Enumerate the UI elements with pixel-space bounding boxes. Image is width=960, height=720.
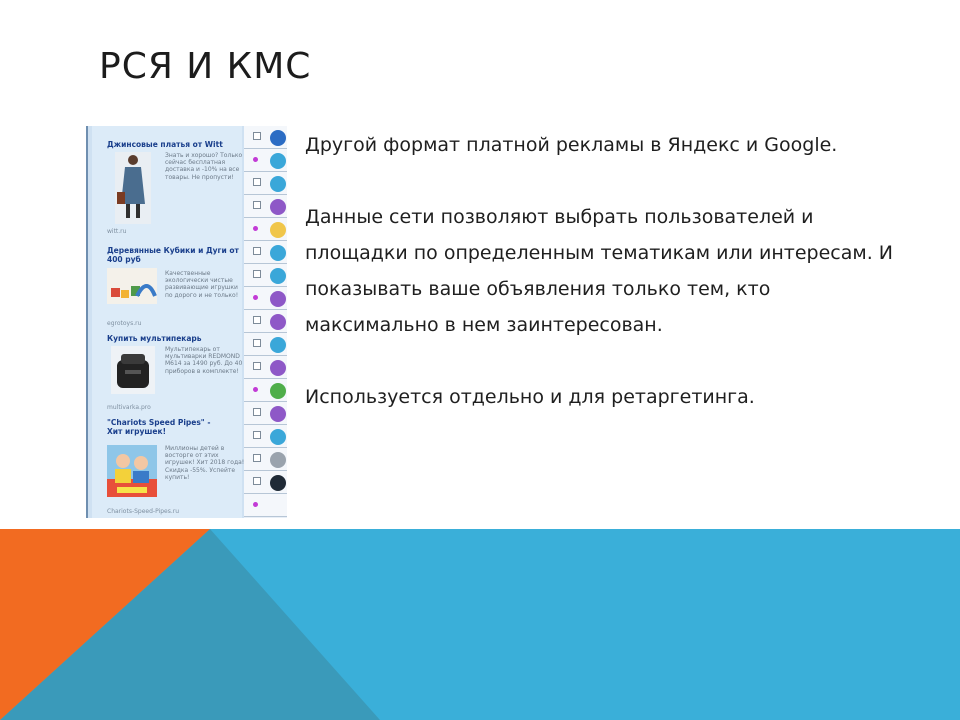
ad-item[interactable] bbox=[107, 334, 249, 411]
site-icon bbox=[270, 291, 286, 307]
ad-title[interactable]: "Chariots Speed Pipes" - Хит игрушек! bbox=[107, 418, 211, 436]
site-icon bbox=[270, 360, 286, 376]
bullet-icon bbox=[253, 157, 258, 162]
checkbox[interactable] bbox=[253, 431, 261, 439]
list-item[interactable] bbox=[244, 172, 287, 195]
ad-item[interactable] bbox=[107, 418, 249, 515]
bullet-icon bbox=[253, 295, 258, 300]
decorative-band bbox=[0, 529, 960, 720]
ad-title[interactable]: Деревянные Кубики и Дуги от 400 руб bbox=[107, 246, 239, 264]
list-item[interactable] bbox=[244, 218, 287, 241]
site-icon bbox=[270, 475, 286, 491]
list-item[interactable] bbox=[244, 195, 287, 218]
list-item[interactable] bbox=[244, 264, 287, 287]
site-icon bbox=[270, 337, 286, 353]
ad-item[interactable] bbox=[107, 246, 249, 327]
list-item[interactable] bbox=[244, 471, 287, 494]
list-item[interactable] bbox=[244, 402, 287, 425]
list-item[interactable] bbox=[244, 494, 287, 517]
site-icon bbox=[270, 406, 286, 422]
ad-title[interactable]: Джинсовые платья от Witt bbox=[107, 140, 223, 149]
site-icon bbox=[270, 314, 286, 330]
ad-url[interactable]: Chariots-Speed-Pipes.ru bbox=[107, 508, 180, 515]
ad-url[interactable]: witt.ru bbox=[107, 228, 127, 235]
ad-text: Знать и хорошо? Только сейчас бесплатная доставка и -10% на все товары. Не пропусти! bbox=[165, 152, 243, 181]
site-icon bbox=[270, 153, 286, 169]
checkbox[interactable] bbox=[253, 178, 261, 186]
ad-text: Миллионы детей в восторге от этих игрушек! Хит 2018 года! Скидка -55%. Успейте купить! bbox=[165, 445, 245, 481]
ad-photo-dress bbox=[115, 152, 151, 224]
ad-photo-multibaker bbox=[111, 346, 155, 394]
site-icon bbox=[270, 130, 286, 146]
ad-item[interactable] bbox=[107, 140, 249, 235]
ad-network-screenshot bbox=[86, 126, 287, 518]
ad-text: Мультипекарь от мультиварки REDMOND M614 за 1490 руб. До 40 приборов в комплекте! bbox=[165, 346, 243, 375]
paragraph-intro: Другой формат платной рекламы в Яндекс и Google. bbox=[305, 134, 838, 156]
slide-title: РСЯ И КМС bbox=[99, 46, 312, 87]
list-item[interactable] bbox=[244, 310, 287, 333]
list-item[interactable] bbox=[244, 425, 287, 448]
list-item[interactable] bbox=[244, 126, 287, 149]
paragraph-retargeting: Используется отдельно и для ретаргетинга. bbox=[305, 386, 755, 408]
checkbox[interactable] bbox=[253, 247, 261, 255]
site-icon bbox=[270, 245, 286, 261]
bullet-icon bbox=[253, 387, 258, 392]
bullet-icon bbox=[253, 226, 258, 231]
site-icon bbox=[270, 268, 286, 284]
checkbox[interactable] bbox=[253, 270, 261, 278]
ad-url[interactable]: egrotoys.ru bbox=[107, 320, 142, 327]
list-item[interactable] bbox=[244, 149, 287, 172]
checkbox[interactable] bbox=[253, 477, 261, 485]
site-icon bbox=[270, 383, 286, 399]
slide-body bbox=[305, 127, 935, 415]
checkbox[interactable] bbox=[253, 408, 261, 416]
list-item[interactable] bbox=[244, 356, 287, 379]
list-item[interactable] bbox=[244, 448, 287, 471]
checkbox[interactable] bbox=[253, 132, 261, 140]
paragraph-networks: Данные сети позволяют выбрать пользователей и площадки по определенным тематикам или интересам. И показывать ваше объявления только тем, кто максимально в нем заинтересован. bbox=[305, 206, 894, 336]
ad-photo-toys bbox=[107, 268, 157, 304]
ad-title[interactable]: Купить мультипекарь bbox=[107, 334, 202, 343]
bullet-icon bbox=[253, 502, 258, 507]
checkbox[interactable] bbox=[253, 362, 261, 370]
site-icon bbox=[270, 199, 286, 215]
list-item[interactable] bbox=[244, 333, 287, 356]
ad-url[interactable]: multivarka.pro bbox=[107, 404, 151, 411]
list-item[interactable] bbox=[244, 379, 287, 402]
ad-text: Качественные экологически чистые развивающие игрушки по дорого и не только! bbox=[165, 270, 239, 299]
ad-photo-kids-toy bbox=[107, 445, 157, 497]
checkbox[interactable] bbox=[253, 201, 261, 209]
site-icon bbox=[270, 222, 286, 238]
list-item[interactable] bbox=[244, 287, 287, 310]
checkbox[interactable] bbox=[253, 316, 261, 324]
site-icon bbox=[270, 176, 286, 192]
checkbox[interactable] bbox=[253, 339, 261, 347]
site-list-column bbox=[244, 126, 287, 518]
checkbox[interactable] bbox=[253, 454, 261, 462]
list-item[interactable] bbox=[244, 241, 287, 264]
site-icon bbox=[270, 452, 286, 468]
site-icon bbox=[270, 498, 286, 514]
site-icon bbox=[270, 429, 286, 445]
